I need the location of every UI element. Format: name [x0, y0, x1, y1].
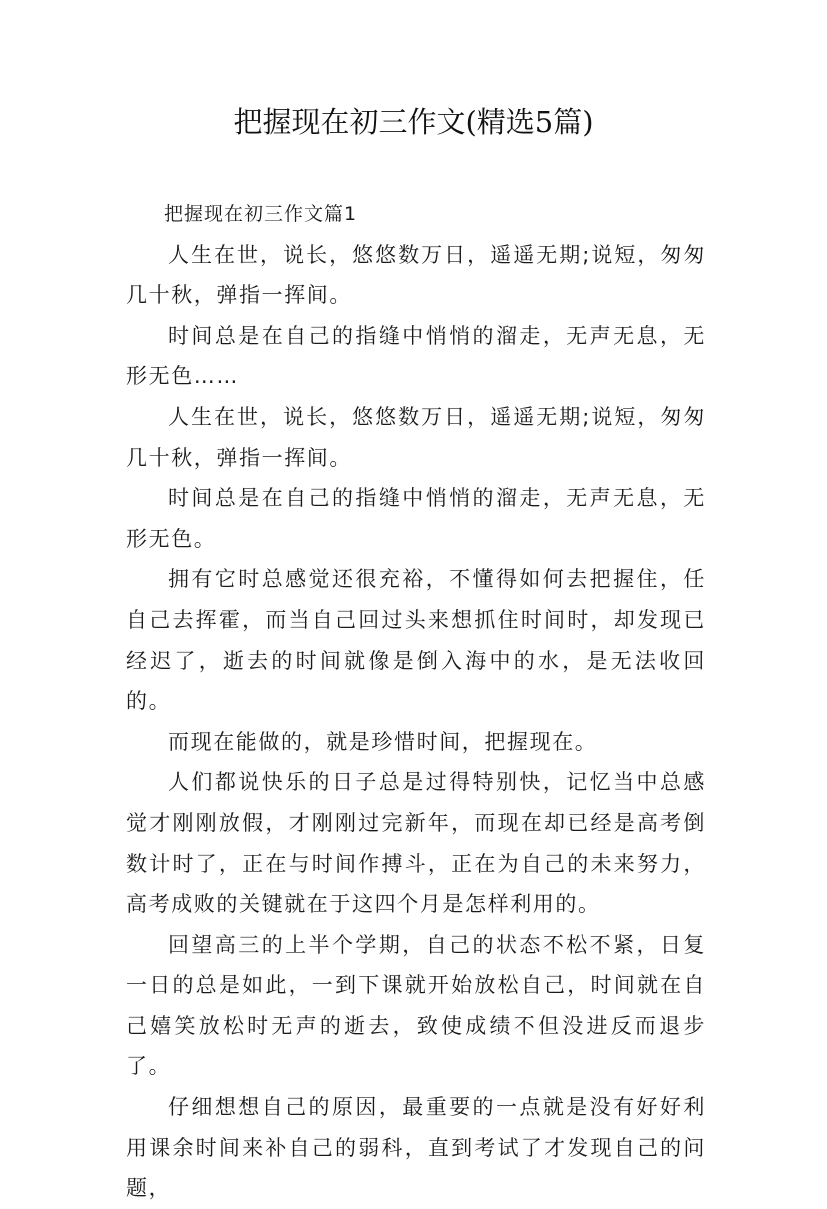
paragraph: 人生在世，说长，悠悠数万日，遥遥无期;说短，匆匆几十秋，弹指一挥间。 [126, 404, 706, 470]
paragraph: 而现在能做的，就是珍惜时间，把握现在。 [168, 729, 598, 754]
paragraph: 人生在世，说长，悠悠数万日，遥遥无期;说短，匆匆几十秋，弹指一挥间。 [126, 242, 706, 308]
paragraph: 人们都说快乐的日子总是过得特别快，记忆当中总感觉才刚刚放假，才刚刚过完新年，而现在却已经是高考倒数计时了，正在与时间作搏斗，正在为自己的未来努力，高考成败的关键就在于这四个月是怎样利用的。 [126, 770, 706, 917]
section-heading: 把握现在初三作文篇1 [164, 203, 358, 225]
paragraph: 拥有它时总感觉还很充裕，不懂得如何去把握住，任自己去挥霍，而当自己回过头来想抓住时间时，却发现已经迟了，逝去的时间就像是倒入海中的水，是无法收回的。 [126, 567, 706, 714]
paragraph: 时间总是在自己的指缝中悄悄的溜走，无声无息，无形无色…… [126, 323, 706, 389]
paragraph: 回望高三的上半个学期，自己的状态不松不紧，日复一日的总是如此，一到下课就开始放松自己，时间就在自己嬉笑放松时无声的逝去，致使成绩不但没进反而退步了。 [126, 932, 706, 1079]
document-title: 把握现在初三作文(精选5篇) [233, 105, 594, 139]
document-body [126, 194, 706, 1209]
paragraph: 仔细想想自己的原因，最重要的一点就是没有好好利用课余时间来补自己的弱科，直到考试了才发现自己的问题， [126, 1095, 706, 1201]
paragraph: 时间总是在自己的指缝中悄悄的溜走，无声无息，无形无色。 [126, 486, 706, 551]
